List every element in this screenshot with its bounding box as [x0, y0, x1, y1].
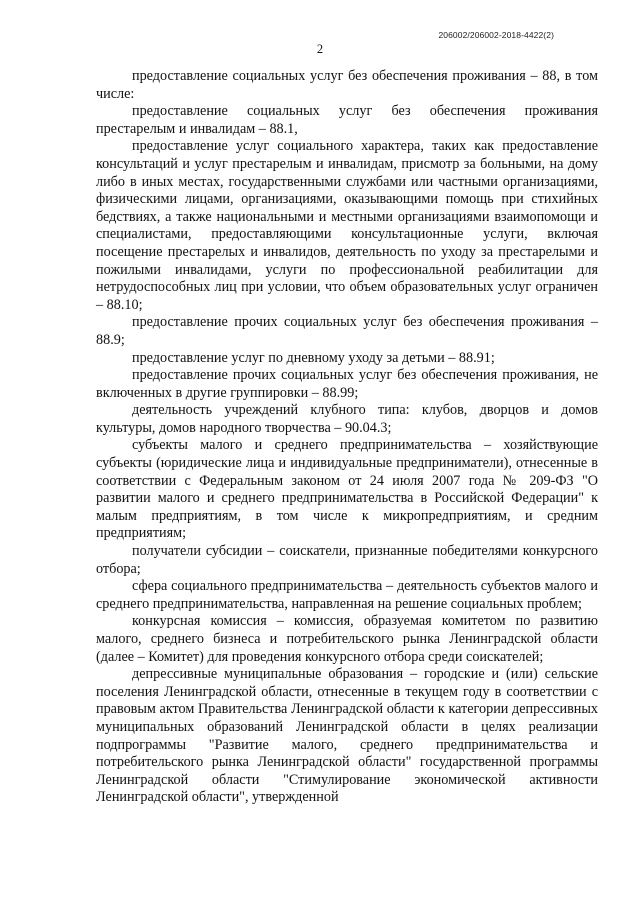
page-number: 2	[316, 42, 324, 56]
paragraph: предоставление социальных услуг без обеспечения проживания – 88, в том числе:	[96, 68, 598, 102]
document-id: 206002/206002-2018-4422(2)	[438, 30, 554, 40]
paragraph: предоставление прочих социальных услуг без обеспечения проживания – 88.9;	[96, 314, 598, 348]
paragraph: субъекты малого и среднего предпринимательства – хозяйствующие субъекты (юридические лица и индивидуальные предприниматели), отнесенные в соответствии с Федеральным законом от 24 июля 2007 года № 209-ФЗ "О развитии малого и среднего предпринимательства в Российской Федерации" к малым предприятиям, в том числе к микропредприятиям, и средним предприятиям;	[96, 437, 598, 542]
paragraph: предоставление социальных услуг без обеспечения проживания престарелым и инвалидам – 88.1,	[96, 103, 598, 137]
paragraph: деятельность учреждений клубного типа: клубов, дворцов и домов культуры, домов народного творчества – 90.04.3;	[96, 402, 598, 436]
paragraph: конкурсная комиссия – комиссия, образуемая комитетом по развитию малого, среднего бизнеса и потребительского рынка Ленинградской области (далее – Комитет) для проведения конкурсного отбора среди соискателей;	[96, 613, 598, 665]
paragraph: сфера социального предпринимательства – деятельность субъектов малого и среднего предпринимательства, направленная на решение социальных проблем;	[96, 578, 598, 612]
paragraph: предоставление услуг по дневному уходу за детьми – 88.91;	[132, 349, 495, 366]
paragraph: предоставление услуг социального характера, таких как предоставление консультаций и услуг престарелым и инвалидам, присмотр за больными, на дому либо в иных местах, государственными службами или частными организациями, физическими лицами, организациями, оказывающими помощь при стихийных бедствиях, а также национальными и местными организациями взаимопомощи и специалистами, предоставляющими консультационные услуги, включая посещение престарелых и инвалидов, деятельность по уходу за престарелыми и пожилыми инвалидами, услуги по профессиональной реабилитации для нетрудоспособных лиц при условии, что объем образовательных услуг ограничен – 88.10;	[96, 138, 598, 313]
paragraph: предоставление прочих социальных услуг без обеспечения проживания, не включенных в другие группировки – 88.99;	[96, 367, 598, 401]
document-body	[96, 68, 598, 807]
paragraph: депрессивные муниципальные образования – городские и (или) сельские поселения Ленинградской области, отнесенные в текущем году в соответствии с правовым актом Правительства Ленинградской области к категории депрессивных муниципальных образований Ленинградской области в целях реализации подпрограммы "Развитие малого, среднего предпринимательства и потребительского рынка Ленинградской области" государственной программы Ленинградской области "Стимулирование экономической активности Ленинградской области", утвержденной	[96, 666, 598, 806]
paragraph: получатели субсидии – соискатели, признанные победителями конкурсного отбора;	[96, 543, 598, 577]
